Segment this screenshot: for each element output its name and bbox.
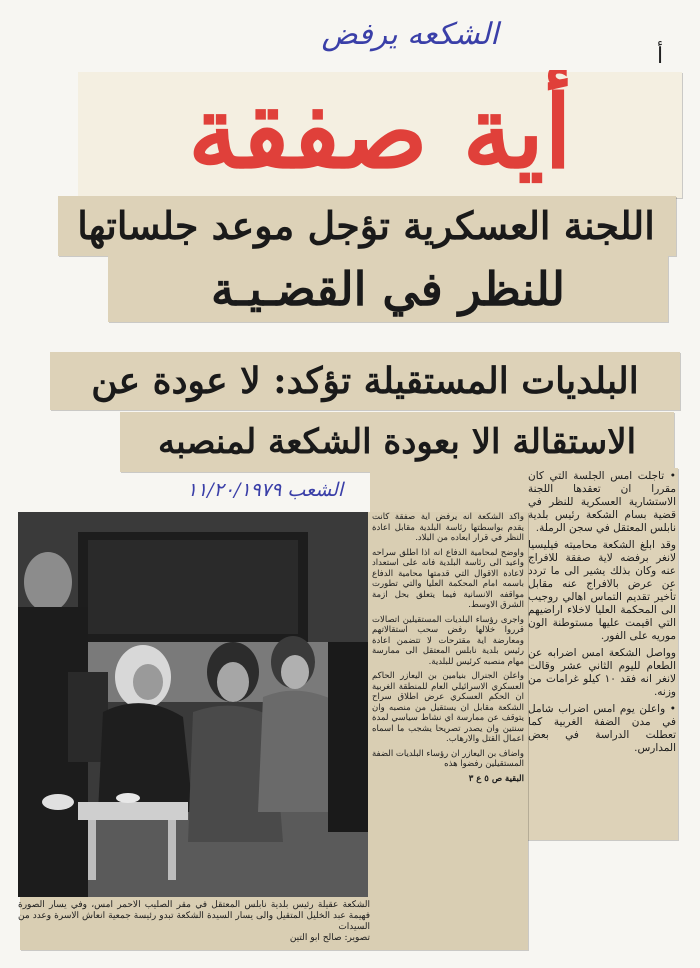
photograph-illustration [18,512,368,897]
continuation-note: البقية ص ٥ ع ٣ [468,773,524,784]
article-column-left [372,512,524,944]
paragraph: واعلن الجنرال بنيامين بن اليعازر الحاكم العسكري الاسرائيلي العام للمنطقة الغربية ان الحكم العسكري عرض اطلاق سراح الشكعة مقابل ان يستقيل من منصبه وان يتوقف عن ممارسة اي نشاط سياسي لمدة سنتين وان يصدر تصريحا يشجب ما اسماه اعمال القتل والارهاب. [372,671,524,744]
headline-4: الاستقالة الا بعودة الشكعة لمنصبه [157,422,637,462]
paragraph: واوضح لمحامية الدفاع انه اذا اطلق سراحه واعيد الى رئاسة البلدية فانه على استعداد لاعادة الاقوال التي قدمتها محامية الدفاع باسمه امام المحكمة العليا والتي تطورت مواقفه الانسانية فيما يتعلق بحل ازمة الشرق الاوسط. [372,547,524,610]
red-title: أية صفقة [188,73,572,191]
paragraph: وقد ابلغ الشكعة محاميته فيليسيا لانغر برفضه لاية صفقة للافراج عنه وكان بذلك يشير الى ما تردد عن عرض بالافراج عنه مقابل تأخير تقديم التماس اهالي روجيب الى المحكمة العليا لاخلاء اراضيهم التي اقيمت عليها مستوطنة الون موريه على الفور. [528,539,676,642]
paragraph: • واعلن يوم امس اضراب شامل في مدن الضفة الغربية كما تعطلت الدراسة في بعض المدارس. [528,703,676,754]
news-photograph [18,512,368,897]
headline-3: البلديات المستقيلة تؤكد: لا عودة عن [91,360,639,402]
article-column-right [528,470,676,840]
kicker-letter: أ [656,44,664,69]
caption-text: الشكعة عقيلة رئيس بلدية نابلس المعتقل في مقر الصليب الاحمر امس، وفي يسار الصورة فهيمة عبد الخليل المتقيل والى يسار السيدة الشكعة تبدو رئيسة جمعية انعاش الاسرة وعدد من السيدات [18,900,370,932]
paragraph: واكد الشكعة انه يرفض اية صفقة كانت يقدم بواسطتها رئاسة البلدية مقابل اعادة النظر في قرار ابعاده من البلاد. [372,512,524,543]
headline-2: للنظر في القضـيـة [210,262,566,316]
paragraph: • تأجلت امس الجلسة التي كان مقررا ان تعقدها اللجنة الاستشارية العسكرية للنظر في قضية بسام الشكعة رئيس بلدية نابلس المعتقل في سجن الرملة. [528,470,676,534]
paragraph: واجرى رؤساء البلديات المستقيلين اتصالات قرروا خلالها رفض سحب استقالاتهم ومعارضة اية مقترحات لا تتضمن اعادة رئيس بلدية نابلس المعتقل الى ممارسة مهام منصبه كرئيس للبلدية. [372,614,524,667]
photo-credit: تصوير: صالح ابو التين [289,933,370,943]
handwritten-note: الشكعه يرفض [321,17,499,52]
headline-1: اللجنة العسكرية تؤجل موعد جلساتها [77,203,655,248]
paragraph: واضاف بن اليعازر ان رؤساء البلديات الضفة المستقيلين رفضوا هذه [372,748,524,769]
handwritten-dateline: الشعب ١١/٢٠/١٩٧٩ [186,479,344,501]
photo-caption [18,900,370,946]
paragraph: وواصل الشكعة امس اضرابه عن الطعام لليوم الثاني عشر وقالت لانغر انه فقد ١٠ كيلو غرامات من وزنه. [528,647,676,698]
